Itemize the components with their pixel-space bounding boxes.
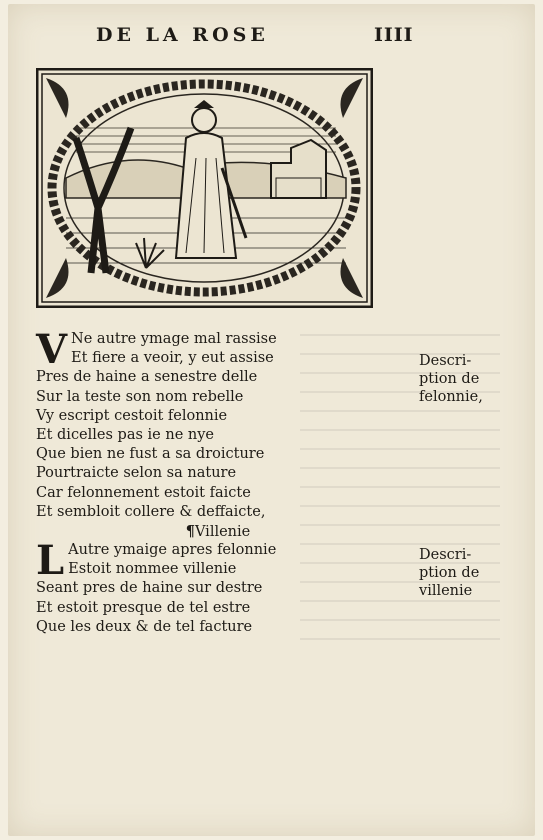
margin-note-line: villenie (419, 583, 473, 599)
pilcrow-icon: ¶ (185, 522, 195, 540)
margin-note-villenie (419, 546, 479, 600)
verse-line: Seant pres de haine sur destre (36, 580, 263, 597)
section-rubric (36, 522, 336, 541)
drop-initial-l: L (36, 537, 65, 585)
margin-note-felonnie (419, 352, 483, 406)
margin-note-line: felonnie, (419, 389, 483, 405)
margin-note-line: Descri- (419, 353, 472, 369)
verse-line: Et sembloit collere & deffaicte, (36, 503, 266, 520)
verse-line: Que bien ne fust a sa droicture (36, 446, 265, 463)
verse-line: Et estoit presque de tel estre (36, 599, 251, 616)
verse-line: Et fiere a veoir, y eut assise (71, 350, 274, 367)
verse-line: Ne autre ymage mal rassise (71, 331, 277, 347)
running-title: DE LA ROSE (96, 24, 269, 46)
verse-line: Car felonnement estoit faicte (36, 484, 251, 501)
margin-note-line: Descri- (419, 547, 472, 563)
verse-line: Sur la teste son nom rebelle (36, 388, 244, 405)
poem-text (36, 326, 336, 637)
verse-line: Que les deux & de tel facture (36, 618, 253, 635)
folio-number: IIII (374, 24, 414, 46)
verse-line: Autre ymaige apres felonnie (68, 542, 277, 559)
margin-note-line: ption de (419, 371, 480, 387)
verse-line: Estoit nommee villenie (68, 561, 237, 578)
verse-line: Vy escript cestoit felonnie (36, 407, 228, 424)
verse-line: Pourtraicte selon sa nature (36, 465, 237, 482)
stanza-villenie (36, 537, 336, 637)
woodcut-illustration (36, 68, 373, 308)
verse-line: Pres de haine a senestre delle (36, 369, 258, 386)
drop-initial-v: V (36, 326, 68, 373)
verse-line: Et dicelles pas ie ne nye (36, 426, 214, 443)
stanza-felonnie (36, 326, 336, 522)
margin-note-line: ption de (419, 565, 480, 581)
rubric-title: Villenie (194, 523, 251, 540)
